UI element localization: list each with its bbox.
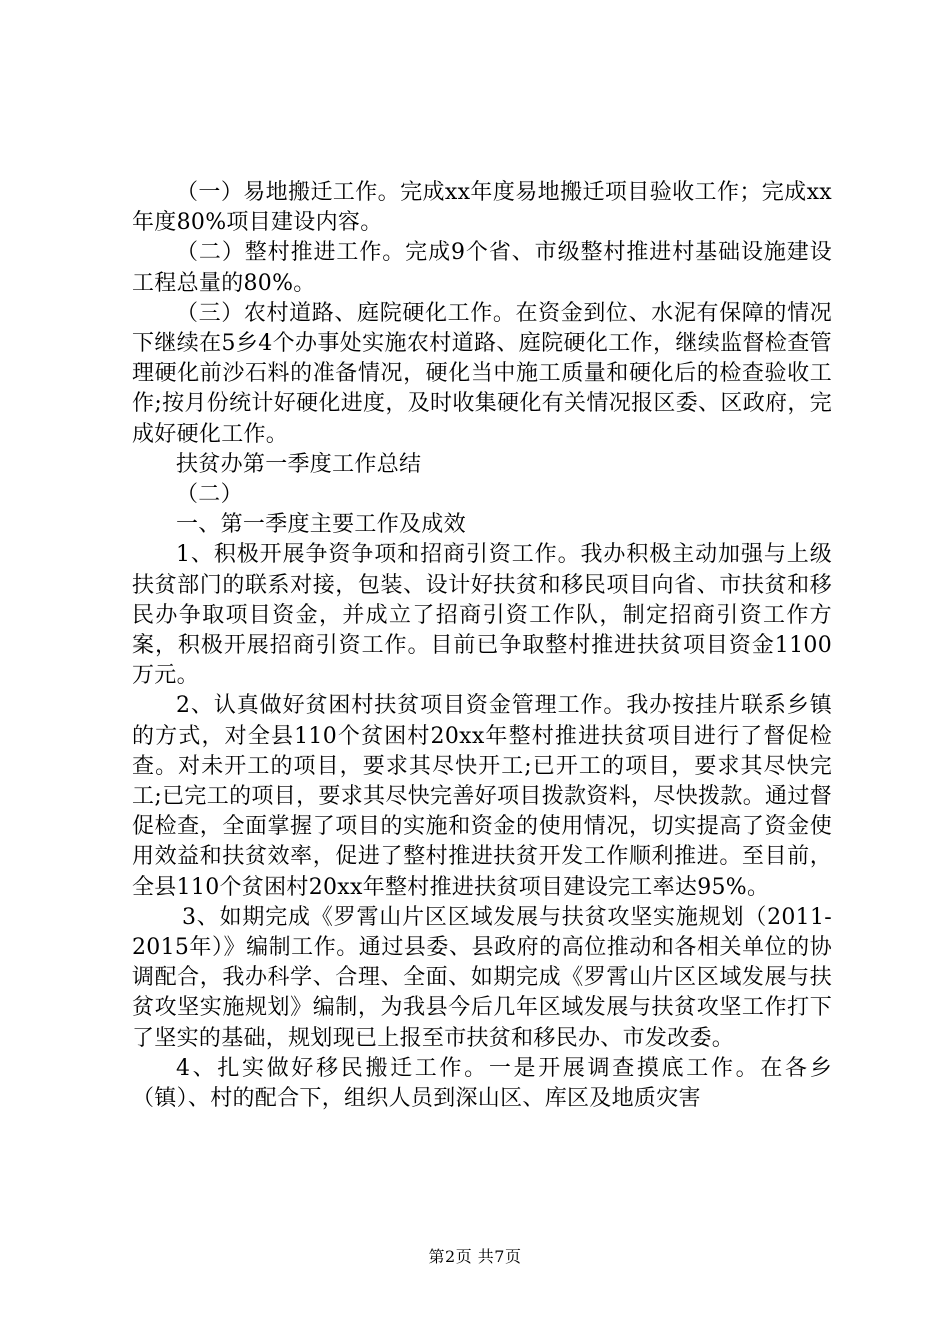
paragraph: 4、扎实做好移民搬迁工作。一是开展调查摸底工作。在各乡（镇）、村的配合下，组织人员到深山区、库区及地质灾害 [132, 1055, 832, 1112]
document-body [132, 178, 832, 1114]
paragraph: 一、第一季度主要工作及成效 [176, 512, 466, 538]
paragraph: 1、积极开展争资争项和招商引资工作。我办积极主动加强与上级扶贫部门的联系对接，包装、设计好扶贫和移民项目向省、市扶贫和移民办争取项目资金，并成立了招商引资工作队，制定招商引资工作方案，积极开展招商引资工作。目前已争取整村推进扶贫项目资金1100万元。 [132, 542, 832, 689]
page-footer: 第2页 共7页 [428, 1247, 522, 1266]
paragraph: （一）易地搬迁工作。完成xx年度易地搬迁项目验收工作；完成xx年度80%项目建设内容。 [132, 180, 832, 236]
paragraph: 扶贫办第一季度工作总结 [176, 451, 422, 477]
paragraph: 2、认真做好贫困村扶贫项目资金管理工作。我办按挂片联系乡镇的方式，对全县110个贫困村20xx年整村推进扶贫项目进行了督促检查。对未开工的项目，要求其尽快开工;已开工的项目，要求其尽快完工;已完工的项目，要求其尽快完善好项目拨款资料，尽快拨款。通过督促检查，全面掌握了项目的实施和资金的使用情况，切实提高了资金使用效益和扶贫效率，促进了整村推进扶贫开发工作顺利推进。至目前，全县110个贫困村20xx年整村推进扶贫项目建设完工率达95%。 [132, 693, 832, 900]
paragraph: （三）农村道路、庭院硬化工作。在资金到位、水泥有保障的情况下继续在5乡4个办事处实施农村道路、庭院硬化工作，继续监督检查管理硬化前沙石料的准备情况，硬化当中施工质量和硬化后的检查验收工作;按月份统计好硬化进度，及时收集硬化有关情况报区委、区政府，完成好硬化工作。 [132, 300, 832, 447]
paragraph: （二） [176, 482, 243, 508]
paragraph: （二）整村推进工作。完成9个省、市级整村推进村基础设施建设工程总量的80%。 [132, 240, 832, 296]
paragraph: 3、如期完成《罗霄山片区区域发展与扶贫攻坚实施规划（2011-2015年）》编制工作。通过县委、县政府的高位推动和各相关单位的协调配合，我办科学、合理、全面、如期完成《罗霄山片区区域发展与扶贫攻坚实施规划》编制，为我县今后几年区域发展与扶贫攻坚工作打下了坚实的基础，规划现已上报至市扶贫和移民办、市发改委。 [132, 904, 832, 1051]
